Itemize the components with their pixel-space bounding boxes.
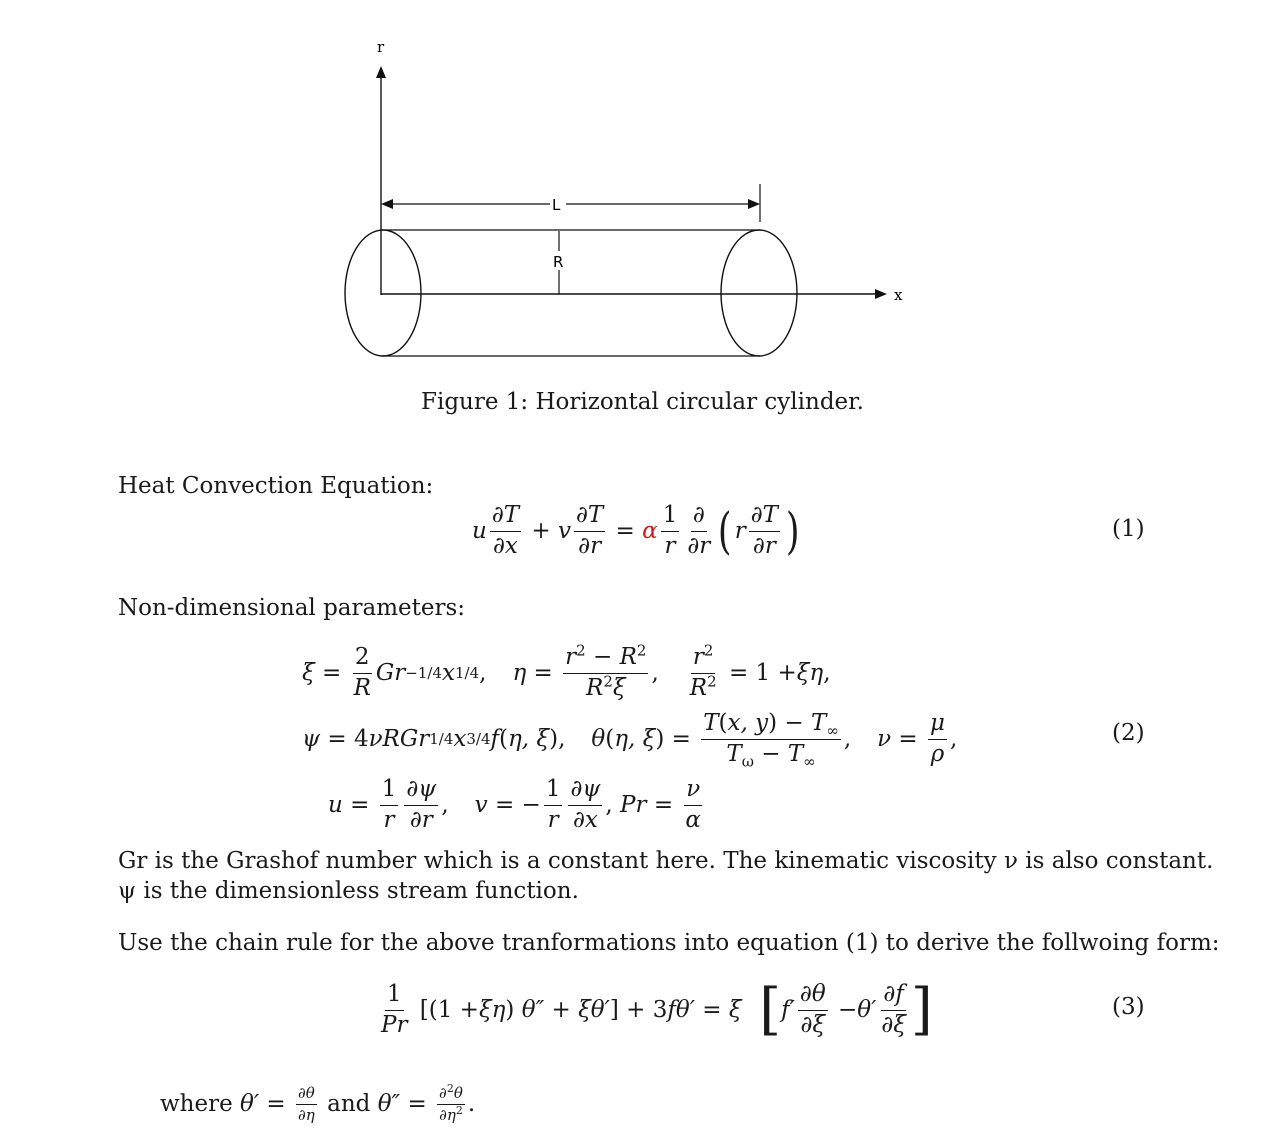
- equation-1: u $\frac{\partial T}{\partial x}$ + v $\frac{\partial T}{\partial r}$ = α $\frac{1}{r}$ $\frac{\partial}{\partial r}$ ( r $\frac{\partial T}{\partial r}$ ): [472, 502, 800, 560]
- equation-3: $\frac{1}{Pr}$ [(1 + ξη ) θ″ + ξθ′ ] + 3 fθ′ = ξ [ f′ $\frac{\partial\theta}{\partial\xi}$ − θ′ $\frac{\partial f}{\partial\xi}$ ]: [381, 977, 933, 1042]
- r-axis-label: r: [377, 38, 385, 56]
- equation-2-line-1: ξ = $\frac{2}{R}$ Gr −1/4 x 1/4 , η = $\frac{r^2 - R^2}{R^2\xi}$ , $\frac{r^2}{R^2}$ = 1 + ξη ,: [302, 641, 831, 701]
- paragraph-grashof-line-2: ψ is the dimensionless stream function.: [118, 878, 579, 904]
- alpha-coefficient: α: [642, 518, 658, 544]
- cylinder-right-end: [721, 230, 797, 356]
- figure-caption: Figure 1: Horizontal circular cylinder.: [421, 389, 864, 415]
- cylinder-left-end: [345, 230, 421, 356]
- equation-2-line-3: u = $\frac{1}{r}$ $\frac{\partial\psi}{\partial r}$ , v = − $\frac{1}{r}$ $\frac{\partial\psi}{\partial x}$ , Pr = $\frac{\nu}{\alpha}$: [328, 776, 701, 833]
- length-arrow-right: [748, 199, 760, 209]
- length-arrow-left: [381, 199, 393, 209]
- equation-number-3: (3): [1112, 994, 1145, 1020]
- footnote-where: where θ′ = $\frac{\partial\theta}{\partial\eta}$ and θ″ = $\frac{\partial^2\theta}{\partial\eta^2}$ .: [160, 1082, 476, 1124]
- r-axis-arrowhead: [376, 66, 386, 78]
- radius-label: R: [553, 253, 564, 271]
- length-label: L: [552, 196, 561, 214]
- paragraph-grashof-line-1: Gr is the Grashof number which is a constant here. The kinematic viscosity ν is also constant.: [118, 848, 1214, 874]
- non-dimensional-heading: Non-dimensional parameters:: [118, 595, 466, 621]
- x-axis-label: x: [894, 286, 903, 304]
- paragraph-chain-rule: Use the chain rule for the above tranformations into equation (1) to derive the follwoing form:: [118, 930, 1220, 956]
- equation-2-line-2: ψ = 4 νRGr 1/4 x 3/4 f ( η, ξ ), θ ( η, ξ ) = $\frac{T(x, y) - T_\infty}{T_\omega - T_\infty}$ , ν = $\frac{\mu}{\rho}$ ,: [302, 710, 958, 771]
- footnote-and-word: and: [327, 1091, 371, 1117]
- cylinder-figure: [330, 30, 930, 375]
- equation-number-1: (1): [1112, 516, 1145, 542]
- equation-number-2: (2): [1112, 720, 1145, 746]
- x-axis-arrowhead: [875, 289, 887, 299]
- footnote-where-word: where: [160, 1091, 233, 1117]
- heat-convection-heading: Heat Convection Equation:: [118, 473, 434, 499]
